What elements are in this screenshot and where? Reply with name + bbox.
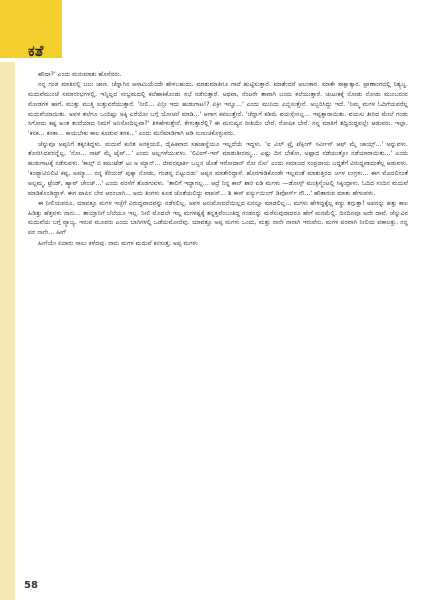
paragraph: ಹೀಗೆಯೇ ಏದಾರು ಸಾಲು ಕಳೆದವು. ನಾನು ಮಗಳ ಮದುವೆ ಕನಸುತ್ತ; ಅಪ್ಪ ಮಗಳು [38,239,198,247]
left-margin-bar [0,62,15,600]
paragraph: ಚೆನ್ನುವೂ ಅಪ್ಪನಿಗೆ ತಕ್ಕಂತಿದ್ದಳು. ಮದುವೆ ಕುರಿತ ಅನಕ್ತಯಲಿ, ದೈಹಿಕವಾದ ಸಹಜಾಸ್ಥೆಯೂ ಇಲ್ಲದೆಯೆ ಇದ್ದಳು. 'ಐ ವಿಲ್ ಟ್ರೈ ಟೆಕ್ಸಿಂಗ್ ಸರ್ವೀಸ್ ಆಫ್ ಮೈ ಚಾಯ್ಸ್...' ಅನ್ನುವಳು. ತೋರಿಸಿದವರನ್ನೆಲ್ಲ, 'ನೋ... ನಾಟ್ ಮೈ ಟೈಪ್...' ಎಂದು ಅಲ್ಲಗಳೆಯುವಳು. 'ಲಿವಿಂಗ್-ಇನ್ ಮಾಡುತೀನಮ್ಮ... ಎಷ್ಟು ದಿನ ಬೇಕೋ, ಅಷ್ಟಾದ ನಡೆಯುತ್ತೋ ನಡೆಯಾರಾಯಿತು...' ಎಂದು ಹುಡುಗಾಟಕ್ಕೆ ನಡೆಸುವಳು. 'ಕಾಲ್ಸ್ ಬಿ ಕಮುಟೆಡ್ ಟು ಅ ಮ್ಯಾನ್... ಜೀವನಪೂರ್ತಿ ಒಬ್ಬನ ಜೊತೆ ಇರೋದಾನ್ ನೋ ನೋ' ಎಂದು ಸಮಾಜದ ಸಂಪ್ರದಾಯ ಬದ್ಧತೆಗೆ ವಿರುದ್ಧವಾದಂತೆಲ್ಲ ಆಡುವಳು. 'ಕಂಪ್ಯಾಟಿಬಿಲಿಟಿ ಕಷ್ಟ, ಅಮ್ಮಾ... ನನ್ನ ಕೆರಿಯರ್ ಪುಕ್ಕಾ ನೋಡು, ಗಂಡನ್ನ ಬಿಟ್ಟುಬಿಡು' ಅಪ್ಪನ ಮಾತೇರಿದ್ದಾಳೆ. ಹೊರಗಾಡಿಕೊಂಡೇ ಇಲ್ಲವಂತೆ ಮಾತುತ್ತಿರದ ಜಗಳ ಉಗ್ರಳು... ಈಗ ಮೊದಲಿನಂತೆ ಅಲ್ಲಮ್ಮ, ಟ್ರೆಂಡ್, ಹ್ಯಾವ್ ಚೇಂಜ್...' ಎಂದು ವರಸೆಗೆ ತೊಡಗುವಳು. 'ತಾಲಿಗೆ ಇದ್ದಾಗಲ್ಲ... ಆದ್ರೆ ನಿನ್ನ ಕಾನ್ ಶಾರಿ ಐಡಿ ಮಗಳು —ಡೋಸ್ಸ್ ಮಂತ್ರಿಸ್ಮೆಂಟಲ್ಲಿ ಸಿಕ್ಕಿಂದ್ರಾಳು. ಓದಿದ ಸಂದಿನ ಮದುವೆ ಮಾಡಿಕೊಂಡಿದ್ದಾಳೆ. ಈಗ ಪಾಪಿನ ಬೇರ ಆರಂಬಾಗಿ... ಅದು ತಿಂಗಳು ಕೂಡ ಜೊತೆಯಲಿದ್ದು ವಾಪಸ್... ಶಿ ಈಸ್ ಪರ್ಸ್ಯುಯಿಂಗ್ ಡಿವೋರ್ಸ್ ನೌ...' ಹೌತಾರುವ ಮಾತು ಹೇಳುವಳು. [28,140,408,197]
paragraph: ಹೌದಾ?' ಎಂದು ಮರುಮಾತು ಹೊಸೆದರು. [38,71,122,78]
story-text [28,70,408,249]
paragraph: ಈ ನೀಲಿಯವರೂ, ಯಾವತ್ತೂ ಮಗಳ ಇಚ್ಛೆಗೆ ವಿರುದ್ಧವಾದವನ್ನು ನಡೆಸಲಿಲ್ಲ. ಅವಳ ಅನುಮೋದನೆಯಿಲ್ಲದ ಏನನ್ನೂ ಮಾಡಲಿಲ್ಲ... ಮಗಳು ಹೇಳಿದ್ದಕ್ಕೆಲ್ಲ ಕಣ್ಣು ತಗ್ಗುತ್ತಾ! ಅವನನ್ನು ಹತ್ತು ಕಾಲ ಹಿಡಿತ್ತು ಹೆತ್ತವಳು ನಾನು... ತಾಯ್ತಾನಿಗೆ ಬೆಲೆಯೂ ಇಲ್ಲ. ನೀಲಿ ಮೊದಲೇ ಇಲ್ಲ ಮಗಳಷ್ಟಕ್ಕೆ ತನ್ನತ್ತವೆಂಬಂತಿದ್ದ ಗಂಡನನ್ನು ಮರೆಸುವುದಾದರೂ ಹೇಗೆ ಮನಮೆಲ್ಲಿ. ದಿನದಿನವೂ ಅದೇ ದಾವೆ. ಚೆನ್ನುವಿನ ಮದುವೆಯ ಬಗ್ಗೆ ವ್ಯಾಜ್ಯ. ಇರುವ ಮೂವರು ಎಂದು ಬಾಗಿಗಳಲ್ಲಿ ಒಡೆಯಮೋದೆವು. ಯಾವತ್ತೂ ಅಪ್ಪ ಮಗಳು ಒಂದು, ಮತ್ತು ನಾನೇ ನಾನಾಗಿ ಇರುವೆನು. ಮಗಳ ಪರವಾಗಿ ನೀಲಿಯ ವಕಾಲತ್ತು, ನನ್ನ ಪರ ನಾನೇ... ಹೀಗೆ [28,199,408,237]
page-number: 58 [24,580,38,591]
paragraph: ನನ್ನ ಗಂಡ ಮಾತಿನಲ್ಲಿ ಬಲು ಜಾಣ. ಚೆನ್ನಾಗಿನ ಆಸಾಮಿಯೆಂದೇ ಹೇಳಬಹುದು. ಮಾತುಮಾತಿಗೂ ಗಾದೆ ಹುಟ್ಟಿಸುತ್ತಾರೆ. ಮಾತೆಂದರೆ ಅಲಂಕಾರ. ಮಾತೇ ಸಾಕ್ಷಾತ್ಕಾರ. ಪ್ರಾಣಾಂಗದಲ್ಲಿ ನಿಶ್ಯಬ್ದ. ಮದುವೆಮುಂಚೆ ಸಮಾರಂಭಗಳಲ್ಲಿ, ಇನ್ನಿಲ್ಲದ ಸಂಭ್ರಮದಲ್ಲಿ ಕಲೆಹಾಕಿಕೊಂಡು ಸಭೆ ನಡೆಸುತ್ತಾರೆ. ಅಥವಾ, ನೆಂಟರೇ ತಾವಾಗಿ ಬಂದು ಕಲೆಯುತ್ತಾರೆ. ಚುಟುಕಕ್ಕೆ ನೋಡು ನೋಡು ಮುಂಬರುವ ಮೋಡಗಳ ಹಾಗೆ, ಮುತ್ತು ಮುತ್ತಿ ಸುತ್ತುವರೆಯುತ್ತಾರೆ. 'ನೀಲಿ... ಏನ್ರೀ ಇದು ಹುಡುಗಾಟ!? ಏಕ್ರೀ ಇನ್ನೂ...' ಎಂದು ಮುನಿದು ಎಬ್ಬಿಸುತ್ತೇನೆ. ಅಬ್ಬರಿಸಿದ್ದು ಇದೆ. 'ನಿಮ್ಮ ಮಗಳ ಓದಿಗೆಯವರೆಲ್ಲ ಮದುವೆಯಾಯಿತು. ಅವಳ ತಲೆಗೂ ಒಂದಿಷ್ಟು ಅಕ್ಕಿ ಎರೆಯೋ ಬಗ್ಗೆ ಯೋಚನೆ ಮಾಡಿ...' ಆಗಾಗ ಕವಲುತ್ತೇನೆ. 'ಚೆನ್ನಾಗೆ ಕಡಿಮೆ ವಯಸ್ಸೇನಲ್ಲ... ಇಪ್ಪತ್ತಾರಾಯಿತು. ವಯಸು ತೀರಿದ ಮೇಲೆ ಗಂಡು ಸಿಗೋದು ಕಷ್ಟ ಅಂತ ತಂದೆಯಾದ ನಿಮಗೆ ಅನಿಸೋದಿಲ್ಲವಾ?' ತಿಳಿಹೇಳುತ್ತೇನೆ. ಕೇಳುತ್ತಾರೆಲ್ಲಿ? ಈ ಮನುಷ್ಯನ ರೀತಿಯೇ ಬೇರೆ. ರೋಷಿಕ ಬೇರೆ. ನನ್ನ ಮಾತಿಗೆ ತದ್ವಿರುದ್ಧವಲ್ಲೇ ಆಡುವರು. ಇಲ್ಲಾ, 'ಕನಕ... ಕನಕಾ... ಕಾಯಬೇಕು ಕಾಲ ಕೂಡುವ ತನಕ...' ಎಂದು ಮನೆಮಾಡಿಗಾಗಿ ಆಡಿ ಸುಣುಚಿಕೊಳ್ಳುವರು. [28,81,408,138]
section-title: ಕತೆ [28,42,44,60]
header-band [0,0,422,62]
